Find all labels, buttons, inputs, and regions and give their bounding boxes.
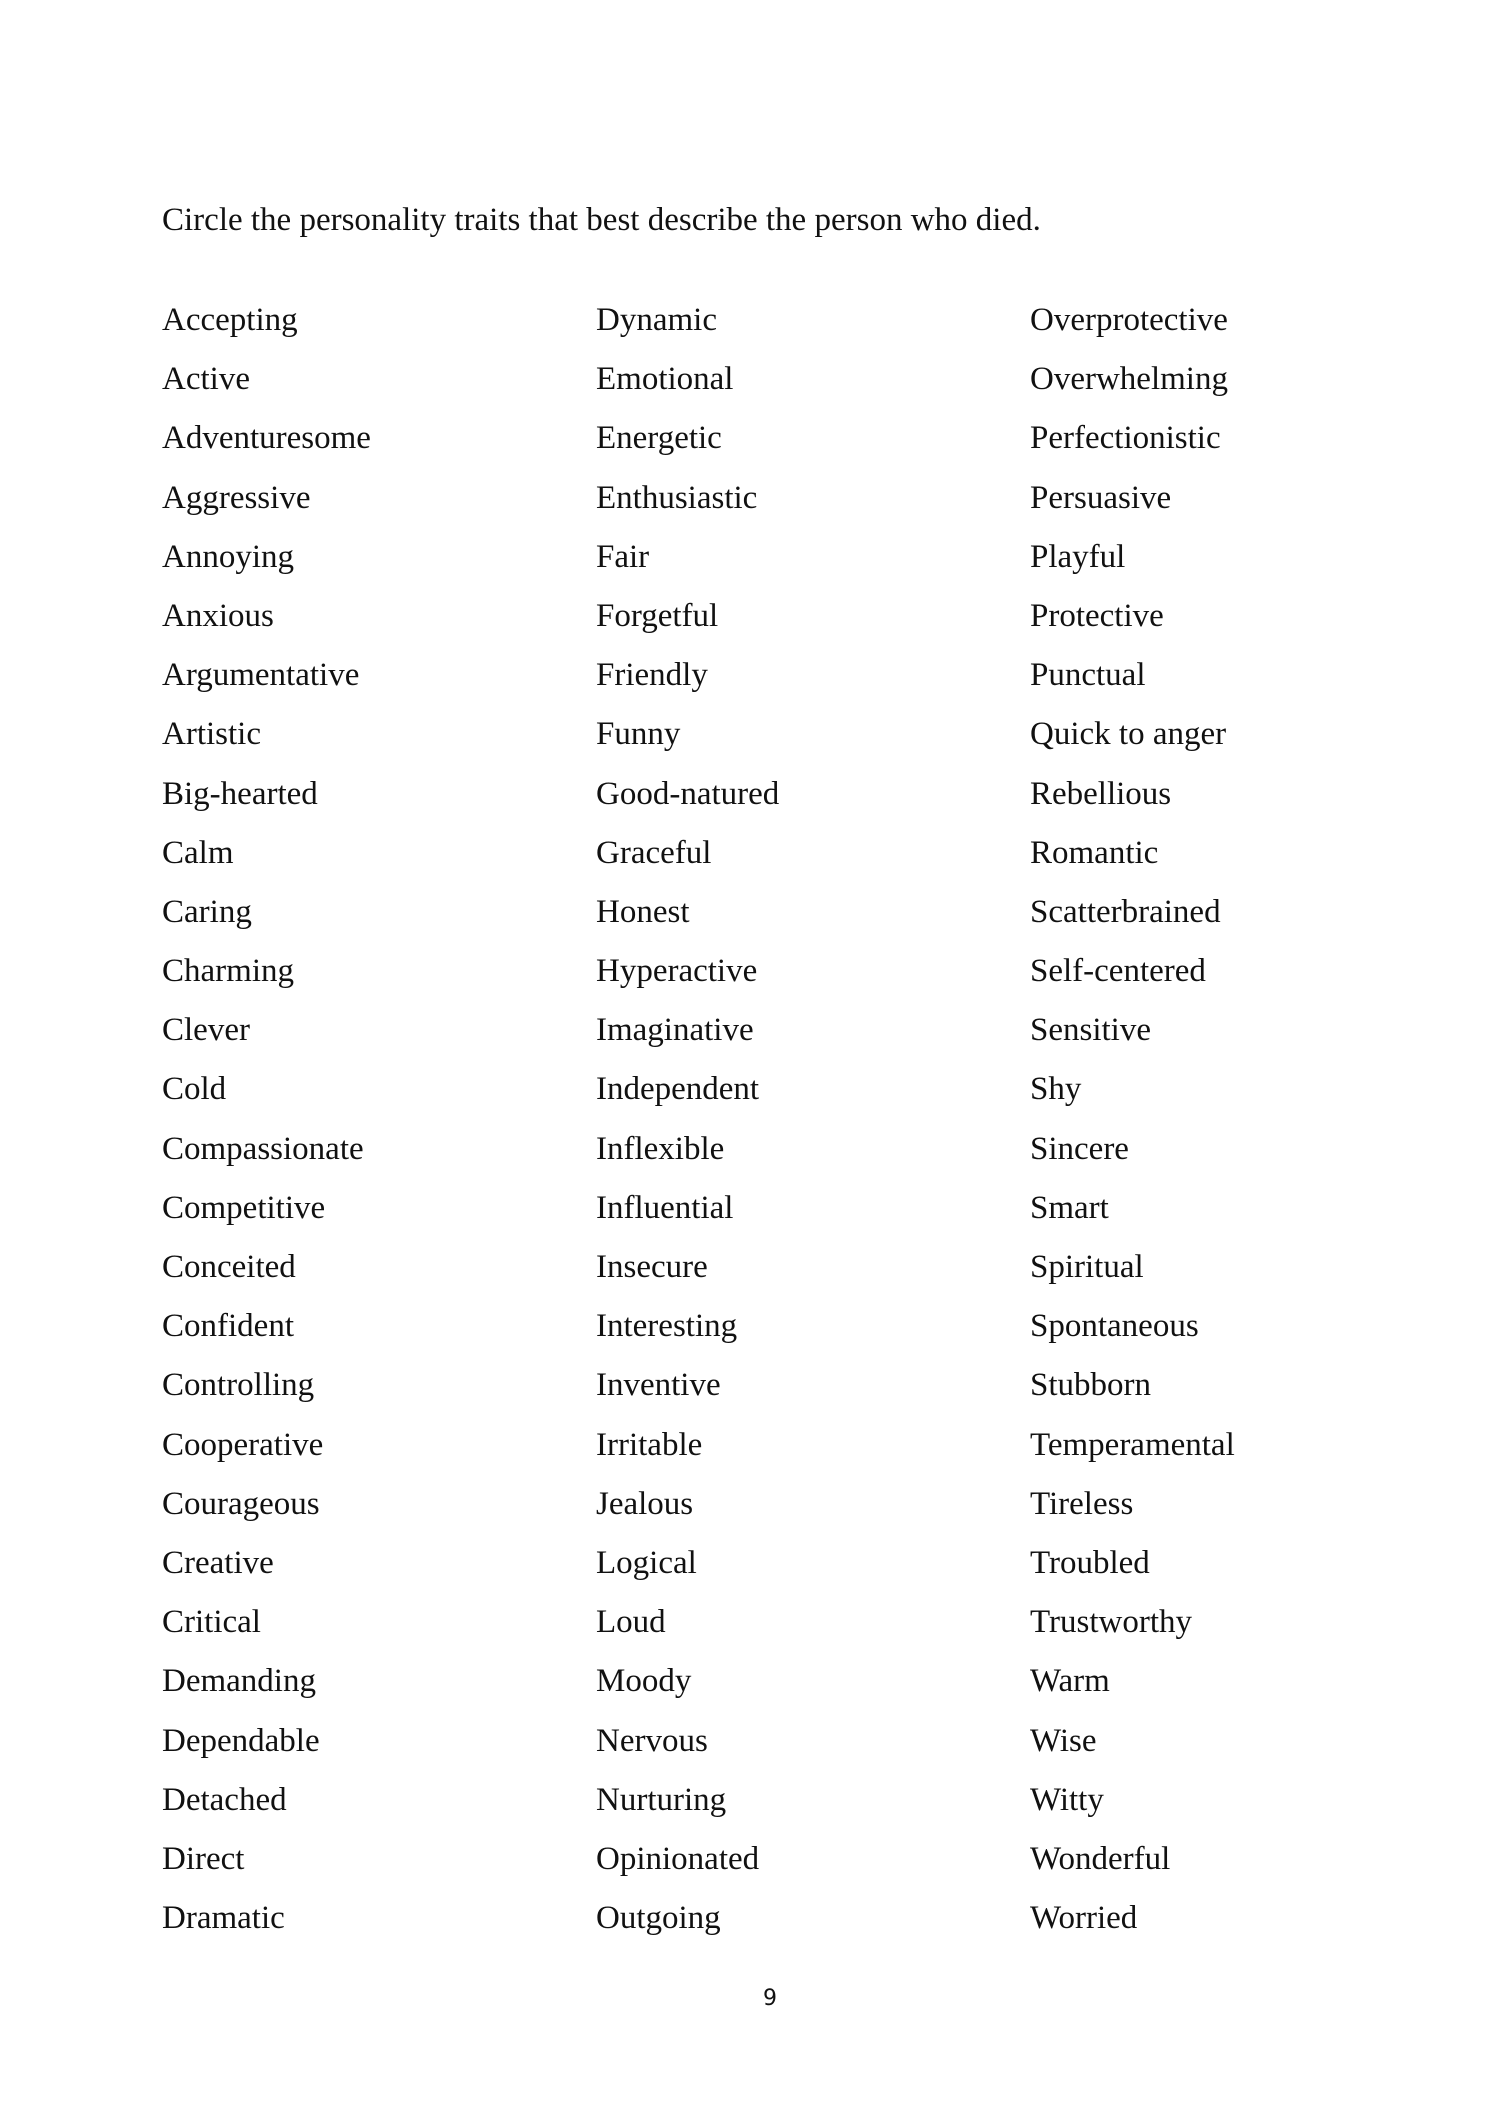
trait-item: Calm [162,834,234,871]
trait-item: Artistic [162,716,261,753]
trait-item: Wise [1030,1722,1097,1759]
trait-item: Moody [596,1663,692,1700]
trait-item: Protective [1030,597,1164,634]
trait-item: Detached [162,1781,287,1818]
trait-item: Smart [1030,1189,1109,1226]
trait-item: Irritable [596,1426,703,1463]
trait-item: Hyperactive [596,953,758,990]
trait-item: Inflexible [596,1130,725,1167]
traits-column-1 [162,296,371,1953]
trait-item: Forgetful [596,597,719,634]
trait-item: Independent [596,1071,760,1108]
trait-item: Cooperative [162,1426,324,1463]
trait-item: Influential [596,1189,734,1226]
trait-item: Adventuresome [162,420,371,457]
traits-column-2 [596,296,779,1953]
trait-item: Direct [162,1840,245,1877]
trait-item: Sincere [1030,1130,1129,1167]
trait-item: Scatterbrained [1030,893,1221,930]
trait-item: Self-centered [1030,953,1206,990]
trait-item: Enthusiastic [596,479,758,516]
trait-item: Conceited [162,1249,296,1285]
trait-item: Loud [596,1604,666,1641]
trait-item: Nervous [596,1722,708,1759]
trait-item: Dependable [162,1722,320,1759]
trait-item: Rebellious [1030,775,1172,812]
trait-item: Spontaneous [1030,1308,1199,1345]
trait-item: Big-hearted [162,775,318,812]
trait-item: Critical [162,1604,261,1641]
trait-item: Compassionate [162,1130,364,1167]
trait-item: Demanding [162,1663,316,1700]
trait-item: Spiritual [1030,1249,1144,1285]
trait-item: Inventive [596,1367,721,1404]
trait-item: Confident [162,1308,294,1345]
trait-item: Cold [162,1071,227,1108]
instruction-text: Circle the personality traits that best describe the person who died. [162,202,1041,238]
trait-item: Courageous [162,1485,320,1522]
trait-item: Quick to anger [1030,716,1227,753]
trait-item: Punctual [1030,657,1146,694]
trait-item: Anxious [162,597,274,634]
trait-item: Insecure [596,1249,708,1285]
trait-item: Friendly [596,657,708,694]
trait-item: Charming [162,953,294,990]
trait-item: Competitive [162,1189,326,1226]
trait-item: Playful [1030,538,1126,575]
trait-item: Good-natured [596,775,780,812]
trait-item: Active [162,361,250,398]
trait-item: Trustworthy [1030,1604,1192,1641]
traits-column-3 [1030,296,1235,1953]
trait-item: Logical [596,1544,697,1581]
trait-item: Argumentative [162,657,360,694]
trait-item: Dynamic [596,302,717,338]
trait-item: Wonderful [1030,1840,1171,1877]
trait-item: Fair [596,538,650,575]
trait-item: Outgoing [596,1900,721,1937]
trait-item: Overprotective [1030,302,1228,338]
trait-item: Worried [1030,1900,1138,1937]
trait-item: Jealous [596,1485,694,1522]
trait-item: Witty [1030,1781,1104,1818]
trait-item: Opinionated [596,1840,760,1877]
trait-item: Annoying [162,538,294,575]
trait-item: Overwhelming [1030,361,1228,398]
trait-item: Troubled [1030,1544,1150,1581]
trait-item: Persuasive [1030,479,1172,516]
page-number: 9 [763,1986,777,2011]
trait-item: Tireless [1030,1485,1134,1522]
trait-item: Sensitive [1030,1012,1151,1049]
trait-item: Aggressive [162,479,311,516]
trait-item: Warm [1030,1663,1110,1700]
trait-item: Temperamental [1030,1426,1235,1463]
trait-item: Imaginative [596,1012,754,1049]
trait-item: Controlling [162,1367,315,1404]
trait-item: Emotional [596,361,734,398]
trait-item: Energetic [596,420,722,457]
trait-item: Nurturing [596,1781,727,1818]
trait-item: Shy [1030,1071,1082,1108]
trait-item: Romantic [1030,834,1159,871]
trait-item: Perfectionistic [1030,420,1221,457]
trait-item: Creative [162,1544,274,1581]
trait-item: Stubborn [1030,1367,1152,1404]
trait-item: Interesting [596,1308,738,1345]
trait-item: Funny [596,716,681,753]
trait-item: Accepting [162,302,298,338]
trait-item: Graceful [596,834,712,871]
trait-item: Honest [596,893,690,930]
trait-item: Clever [162,1012,250,1049]
trait-item: Caring [162,893,252,930]
trait-item: Dramatic [162,1900,285,1937]
